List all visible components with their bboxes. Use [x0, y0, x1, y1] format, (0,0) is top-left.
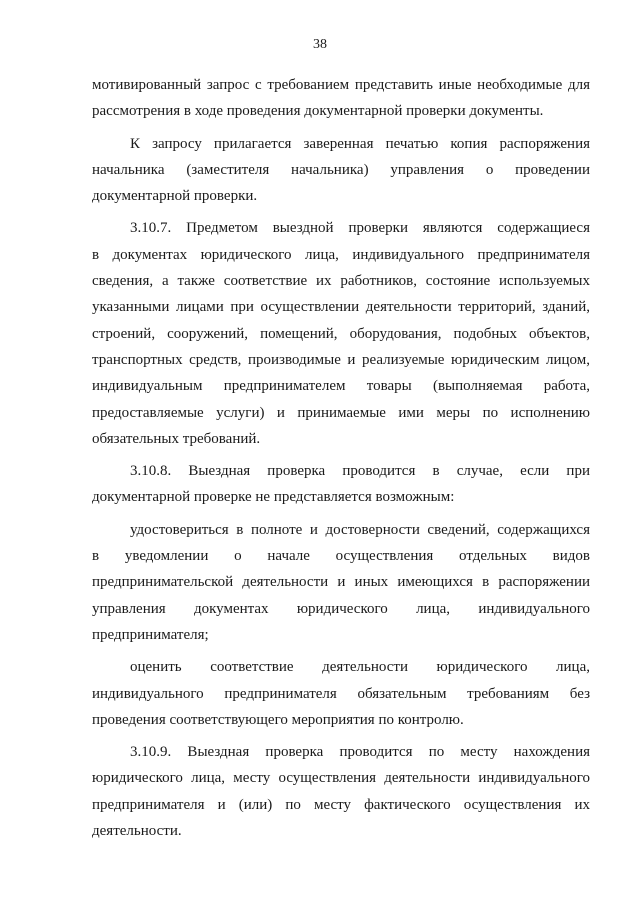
- page-number: 38: [313, 37, 327, 52]
- text-line: начальника (заместителя начальника) управления о проведении: [92, 161, 590, 178]
- text-line: проведения соответствующего мероприятия по контролю.: [92, 711, 464, 728]
- text-line: рассмотрения в ходе проведения документарной проверки документы.: [92, 103, 544, 120]
- text-line: 3.10.9. Выездная проверка проводится по месту нахождения: [130, 744, 590, 761]
- text-line: индивидуальным предпринимателем товары (выполняемая работа,: [92, 378, 590, 395]
- text-line: К запросу прилагается заверенная печатью копия распоряжения: [130, 135, 590, 152]
- document-body: [92, 72, 590, 850]
- text-line: управления документах юридического лица, индивидуального: [92, 600, 590, 617]
- text-line: документарной проверке не представляется возможным:: [92, 489, 455, 506]
- paragraph-3-10-7: [92, 215, 590, 452]
- text-line: транспортных средств, производимые и реализуемые юридическим лицом,: [92, 351, 590, 368]
- text-line: предпринимательской деятельности и иных имеющихся в распоряжении: [92, 574, 590, 591]
- text-line: предпринимателя и (или) по месту фактического осуществления их: [92, 796, 590, 813]
- text-line: индивидуального предпринимателя обязательным требованиям без: [92, 685, 590, 702]
- text-line: удостовериться в полноте и достоверности сведений, содержащихся: [130, 521, 590, 538]
- text-line: сведения, а также соответствие их работников, состояние используемых: [92, 273, 590, 290]
- text-line: в документах юридического лица, индивидуального предпринимателя: [92, 246, 590, 263]
- text-line: предпринимателя;: [92, 626, 209, 643]
- text-line: юридического лица, месту осуществления деятельности индивидуального: [92, 770, 590, 787]
- text-line: мотивированный запрос с требованием представить иные необходимые для: [92, 77, 590, 93]
- text-line: 3.10.7. Предметом выездной проверки являются содержащиеся: [130, 220, 590, 237]
- text-line: строений, сооружений, помещений, оборудования, подобных объектов,: [92, 325, 590, 342]
- paragraph-request-continuation: [92, 72, 590, 125]
- text-line: предоставляемые услуги) и принимаемые ими меры по исполнению: [92, 404, 590, 421]
- paragraph-3-10-8: [92, 458, 590, 511]
- text-line: деятельности.: [92, 823, 182, 840]
- paragraph-3-10-9: [92, 739, 590, 844]
- text-line: документарной проверки.: [92, 188, 258, 205]
- paragraph-verify-completeness: [92, 517, 590, 648]
- text-line: оценить соответствие деятельности юридического лица,: [130, 659, 590, 676]
- paragraph-assess-compliance: [92, 654, 590, 733]
- text-line: указанными лицами при осуществлении деятельности территорий, зданий,: [92, 299, 590, 316]
- text-line: обязательных требований.: [92, 430, 261, 447]
- text-line: в уведомлении о начале осуществления отдельных видов: [92, 548, 590, 565]
- paragraph-attachment: [92, 131, 590, 210]
- text-line: 3.10.8. Выездная проверка проводится в случае, если при: [130, 463, 590, 480]
